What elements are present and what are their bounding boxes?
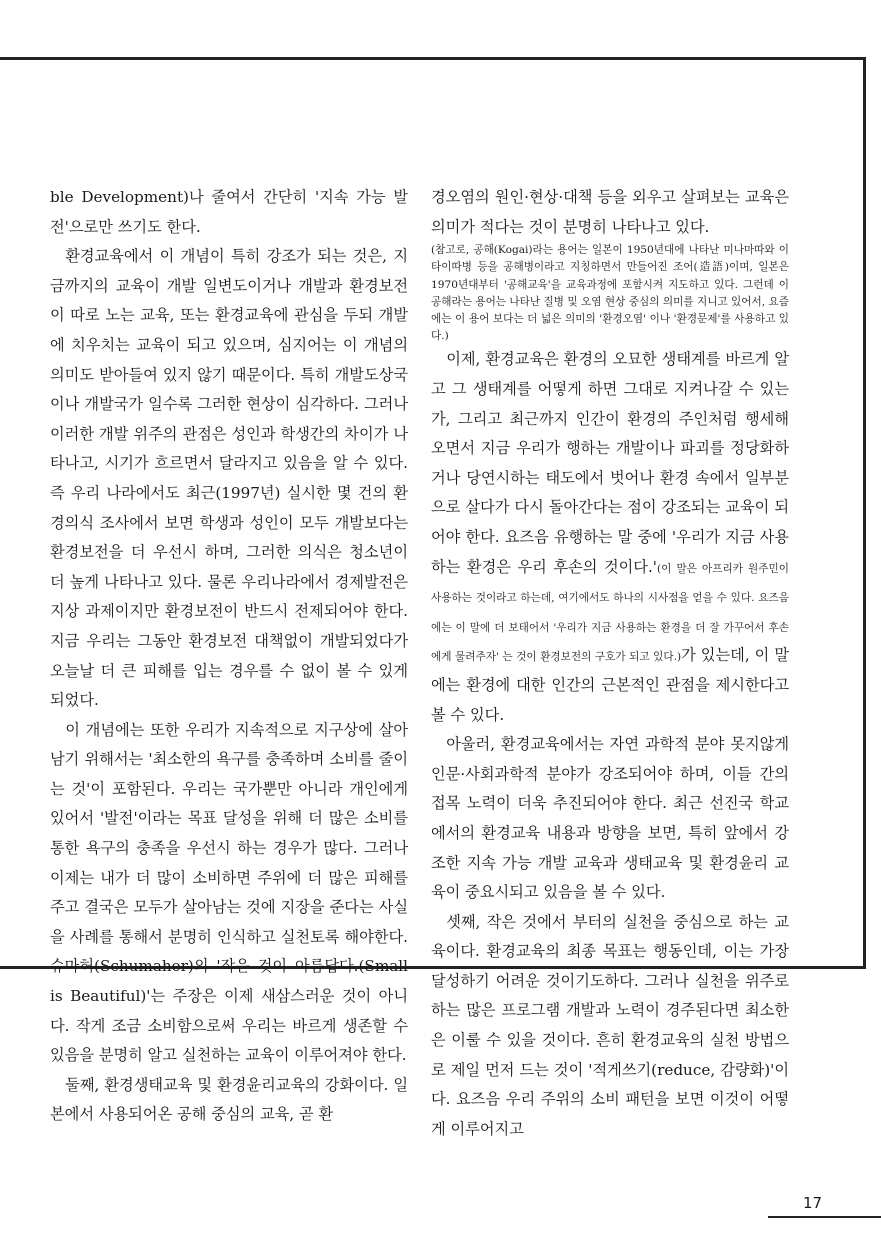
page-number-rule (768, 1216, 881, 1218)
page-number: 17 (803, 1194, 823, 1212)
paragraph: ble Development)나 줄여서 간단히 '지속 가능 발전'으로만 쓰기도 한다. (50, 188, 408, 236)
paragraph-text: 이제, 환경교육은 환경의 오묘한 생태계를 바르게 알고 그 생태계를 어떻게 하면 그대로 지켜나갈 수 있는가, 그리고 최근까지 인간이 환경의 주인처럼 행세해 오면서 지금 우리가 행하는 개발이나 파괴를 정당화하거나 당연시하는 태도에서 벗어나 환경 속에서 일부분으로 살다가 다시 돌아간다는 점이 강조되는 교육이 되어야 한다. 요즈음 유행하는 말 중에 '우리가 지금 사용하는 환경은 우리 후손의 것이다.' (431, 350, 789, 576)
paragraph-text: 가 있는데, 이 말에는 환경에 대한 인간의 근본적인 관점을 제시한다고 볼 수 있다. (431, 646, 789, 724)
left-column (50, 183, 408, 1130)
paragraph: 환경교육에서 이 개념이 특히 강조가 되는 것은, 지금까지의 교육이 개발 일변도이거나 개발과 환경보전이 따로 노는 교육, 또는 환경교육에 관심을 두되 개발에 치우치는 교육이 되고 있으며, 심지어는 이 개념의 의미도 받아들여 있지 않기 때문이다. 특히 개발도상국이나 개발국가 일수록 그러한 현상이 심각하다. 그러나 이러한 개발 위주의 관점은 성인과 학생간의 차이가 나타나고, 시기가 흐르면서 달라지고 있음을 알 수 있다. 즉 우리 나라에서도 최근(1997년) 실시한 몇 건의 환경의식 조사에서 보면 학생과 성인이 모두 개발보다는 환경보전을 더 우선시 하며, 그러한 의식은 청소년이 더 높게 나타나고 있다. 물론 우리나라에서 경제발전은 지상 과제이지만 환경보전이 반드시 전제되어야 한다. 지금 우리는 그동안 환경보전 대책없이 개발되었다가 오늘날 더 큰 피해를 입는 경우를 수 없이 볼 수 있게 되었다. (50, 247, 408, 710)
paragraph: 이 개념에는 또한 우리가 지속적으로 지구상에 살아 남기 위해서는 '최소한의 욕구를 충족하며 소비를 줄이는 것'이 포함된다. 우리는 국가뿐만 아니라 개인에게 있어서 '발전'이라는 목표 달성을 위해 더 많은 소비를 통한 욕구의 충족을 우선시 하는 경우가 많다. 그러나 이제는 내가 더 많이 소비하면 주위에 더 많은 피해를 주고 결국은 모두가 살아남는 것에 지장을 준다는 사실을 사례를 통해서 분명히 인식하고 실천토록 해야한다. 슈마허(Schumaher)의 '작은 것이 아름답다.(Small is Beautiful)'는 주장은 이제 새삼스러운 것이 아니다. 작게 조금 소비함으로써 우리는 바르게 생존할 수 있음을 분명히 알고 실천하는 교육이 이루어져야 한다. (50, 720, 408, 1065)
paragraph: 경오염의 원인·현상·대책 등을 외우고 살펴보는 교육은 의미가 적다는 것이 분명히 나타나고 있다. (431, 188, 789, 236)
footnote-paragraph: (참고로, 공해(Kogai)라는 용어는 일본이 1950년대에 나타난 미나마따와 이타이따병 등을 공해병이라고 지칭하면서 만들어진 조어(造語)이며, 일본은 1970년대부터 '공해교육'을 교육과정에 포함시켜 지도하고 있다. 그런데 이 공해라는 용어는 나타난 질병 및 오염 현상 중심의 의미를 지니고 있어서, 요즘에는 이 용어 보다는 더 넓은 의미의 '환경오염' 이나 '환경문제'를 사용하고 있다.) (431, 244, 789, 343)
paragraph: 셋째, 작은 것에서 부터의 실천을 중심으로 하는 교육이다. 환경교육의 최종 목표는 행동인데, 이는 가장 달성하기 어려운 것이기도하다. 그러나 실천을 위주로 하는 많은 프로그램 개발과 노력이 경주된다면 최소한은 이룰 수 있을 것이다. 흔히 환경교육의 실천 방법으로 제일 먼저 드는 것이 '적게쓰기(reduce, 감량화)'이다. 요즈음 우리 주위의 소비 패턴을 보면 이것이 어떻게 이루어지고 (431, 912, 789, 1138)
paragraph (431, 345, 789, 730)
inline-note: (이 말은 아프리카 원주민이 사용하는 것이라고 하는데, 여기에서도 하나의 시사점을 얻을 수 있다. 요즈음에는 이 말에 더 보태어서 '우리가 지금 사용하는 환경을 더 잘 가꾸어서 후손에게 물려주자' 는 것이 환경보전의 구호가 되고 있다.) (431, 562, 789, 664)
right-column (431, 183, 789, 1144)
paragraph: 둘째, 환경생태교육 및 환경윤리교육의 강화이다. 일본에서 사용되어온 공해 중심의 교육, 곧 환 (50, 1075, 408, 1124)
paragraph: 아울러, 환경교육에서는 자연 과학적 분야 못지않게 인문·사회과학적 분야가 강조되어야 하며, 이들 간의 접목 노력이 더욱 추진되어야 한다. 최근 선진국 학교에서의 환경교육 내용과 방향을 보면, 특히 앞에서 강조한 지속 가능 개발 교육과 생태교육 및 환경윤리 교육이 중요시되고 있음을 볼 수 있다. (431, 735, 789, 902)
